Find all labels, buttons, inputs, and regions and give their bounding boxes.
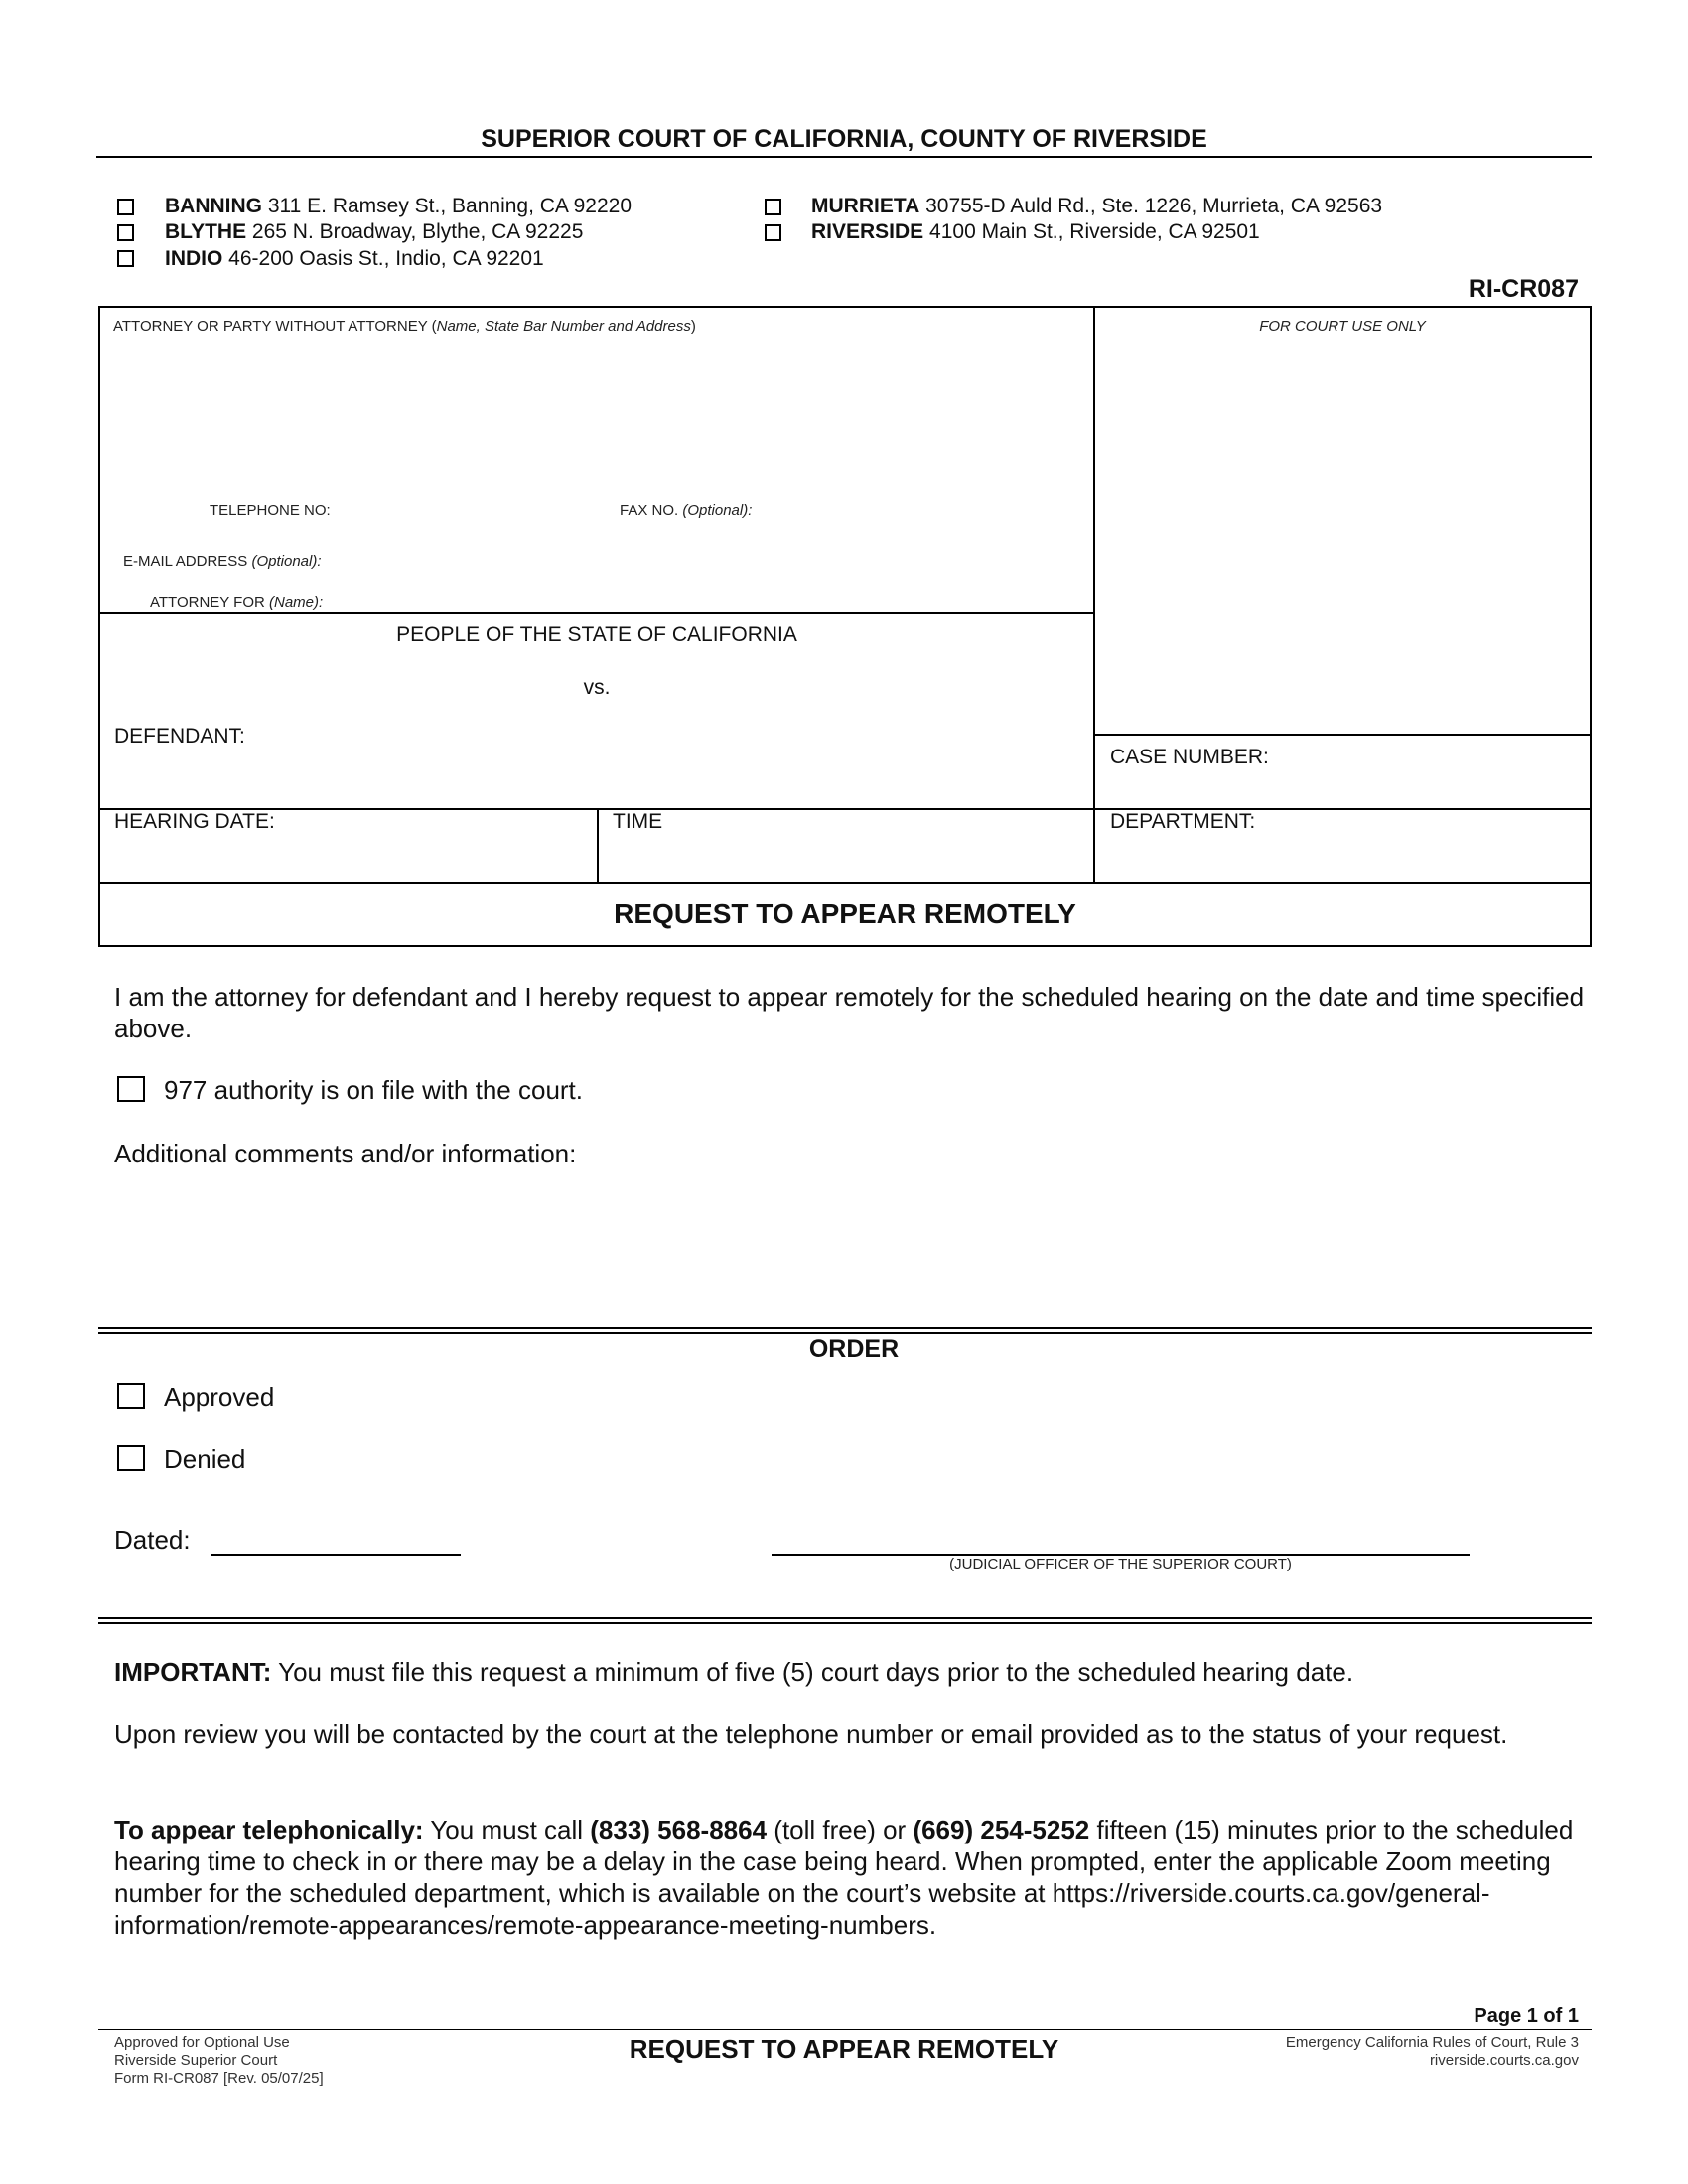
- page-number: Page 1 of 1: [1474, 2005, 1579, 2027]
- footer-court: Riverside Superior Court: [114, 2052, 278, 2069]
- location-name: RIVERSIDE: [811, 220, 924, 243]
- vertical-divider-court-use: [1093, 306, 1095, 882]
- attorney-label-italic: Name, State Bar Number and Address: [436, 318, 691, 335]
- attorney-input-area[interactable]: [103, 340, 1086, 488]
- attorney-bottom-line: [98, 612, 1095, 614]
- indio-checkbox[interactable]: [117, 250, 134, 267]
- phone-number-2: (669) 254-5252: [913, 1815, 1090, 1844]
- important-notice: [114, 1656, 1594, 1688]
- email-label-text: E-MAIL ADDRESS: [123, 553, 252, 570]
- dated-line[interactable]: [211, 1554, 461, 1556]
- murrieta-checkbox[interactable]: [765, 199, 781, 215]
- court-use-label: FOR COURT USE ONLY: [1259, 318, 1426, 335]
- footer-rule-ref: Emergency California Rules of Court, Rule 3: [1285, 2034, 1579, 2051]
- title-top-line: [98, 882, 1592, 884]
- telephonic-notice: [114, 1814, 1594, 1941]
- location-name: BANNING: [165, 195, 262, 217]
- telephone-label: TELEPHONE NO:: [210, 502, 331, 519]
- department-label: DEPARTMENT:: [1110, 810, 1256, 833]
- fax-label-text: FAX NO.: [620, 502, 683, 519]
- location-name: BLYTHE: [165, 220, 247, 243]
- order-rule-top-2: [98, 1332, 1592, 1334]
- location-murrieta: [811, 195, 1382, 218]
- court-title: SUPERIOR COURT OF CALIFORNIA, COUNTY OF RIVERSIDE: [481, 125, 1207, 153]
- hearing-date-label: HEARING DATE:: [114, 810, 275, 833]
- footer-title: REQUEST TO APPEAR REMOTELY: [629, 2034, 1059, 2064]
- riverside-checkbox[interactable]: [765, 224, 781, 241]
- attorney-label-text: ATTORNEY OR PARTY WITHOUT ATTORNEY (: [113, 318, 437, 335]
- order-rule-top: [98, 1327, 1592, 1329]
- attorney-label-end: ): [690, 318, 696, 335]
- defendant-label: DEFENDANT:: [114, 725, 245, 748]
- attorney-for-name: (Name):: [269, 594, 324, 611]
- denied-label: Denied: [164, 1444, 246, 1474]
- location-address: 30755-D Auld Rd., Ste. 1226, Murrieta, CA 92563: [919, 195, 1383, 217]
- attorney-label: [113, 318, 696, 335]
- request-statement: I am the attorney for defendant and I hereby request to appear remotely for the scheduled hearing on the date and time specified above.: [114, 982, 1585, 1043]
- location-indio: [165, 247, 544, 271]
- phone-number-toll-free: (833) 568-8864: [590, 1815, 768, 1844]
- location-blythe: [165, 220, 583, 244]
- email-label: [123, 553, 322, 570]
- judicial-officer-label: (JUDICIAL OFFICER OF THE SUPERIOR COURT): [949, 1556, 1292, 1572]
- comments-area[interactable]: [114, 1176, 1584, 1315]
- order-rule-bottom-2: [98, 1622, 1592, 1624]
- location-banning: [165, 195, 632, 218]
- important-label: IMPORTANT:: [114, 1657, 272, 1687]
- fax-label: [620, 502, 752, 519]
- hearing-time-divider: [597, 808, 599, 882]
- comments-label: Additional comments and/or information:: [114, 1139, 577, 1168]
- location-address: 311 E. Ramsey St., Banning, CA 92220: [262, 195, 633, 217]
- approved-label: Approved: [164, 1382, 275, 1412]
- hearing-top-line: [98, 808, 1592, 810]
- form-number: RI-CR087: [1468, 275, 1579, 303]
- people-label: PEOPLE OF THE STATE OF CALIFORNIA: [396, 623, 797, 646]
- footer-right: [1192, 2034, 1579, 2070]
- telephonic-text-2: (toll free) or: [767, 1815, 914, 1844]
- location-name: MURRIETA: [811, 195, 920, 217]
- location-address: 46-200 Oasis St., Indio, CA 92201: [222, 247, 544, 270]
- telephonic-label: To appear telephonically:: [114, 1815, 424, 1844]
- location-address: 265 N. Broadway, Blythe, CA 92225: [246, 220, 584, 243]
- footer-approval: Approved for Optional Use: [114, 2034, 290, 2051]
- time-label: TIME: [613, 810, 663, 833]
- header-rule: [96, 156, 1592, 158]
- court-use-bottom-line: [1093, 734, 1592, 736]
- authority-checkbox[interactable]: [117, 1076, 145, 1102]
- telephonic-text-1: You must call: [423, 1815, 591, 1844]
- location-address: 4100 Main St., Riverside, CA 92501: [923, 220, 1260, 243]
- banning-checkbox[interactable]: [117, 199, 134, 215]
- case-number-label: CASE NUMBER:: [1110, 746, 1269, 768]
- form-title: REQUEST TO APPEAR REMOTELY: [614, 898, 1076, 929]
- denied-checkbox[interactable]: [117, 1445, 145, 1471]
- footer-website: riverside.courts.ca.gov: [1429, 2052, 1579, 2069]
- order-title: ORDER: [808, 1335, 900, 1363]
- location-name: INDIO: [165, 247, 223, 270]
- footer-form-rev: Form RI-CR087 [Rev. 05/07/25]: [114, 2070, 324, 2087]
- footer-rule: [98, 2029, 1592, 2030]
- email-optional: (Optional):: [251, 553, 322, 570]
- attorney-for-text: ATTORNEY FOR: [150, 594, 270, 611]
- approved-checkbox[interactable]: [117, 1383, 145, 1409]
- dated-label: Dated:: [114, 1525, 191, 1555]
- attorney-for-label: [150, 594, 323, 611]
- telephonic-text-3: fifteen (15) minutes prior to the scheduled hearing time to check in or there may be a delay in the case being heard. When prompted, enter the applicable Zoom meeting number for the scheduled department, which is available on the court’s website at https://riverside.courts.ca.gov/general-information/remote-appearances/remote-appearance-meeting-numbers.: [114, 1815, 1574, 1940]
- authority-label: 977 authority is on file with the court.: [164, 1075, 584, 1105]
- location-riverside: [811, 220, 1260, 244]
- vs-label: vs.: [583, 676, 611, 699]
- important-text: You must file this request a minimum of five (5) court days prior to the scheduled hearing date.: [271, 1657, 1354, 1687]
- fax-optional: (Optional):: [682, 502, 753, 519]
- blythe-checkbox[interactable]: [117, 224, 134, 241]
- order-rule-bottom: [98, 1617, 1592, 1619]
- review-notice: Upon review you will be contacted by the court at the telephone number or email provided as to the status of your request.: [114, 1719, 1508, 1749]
